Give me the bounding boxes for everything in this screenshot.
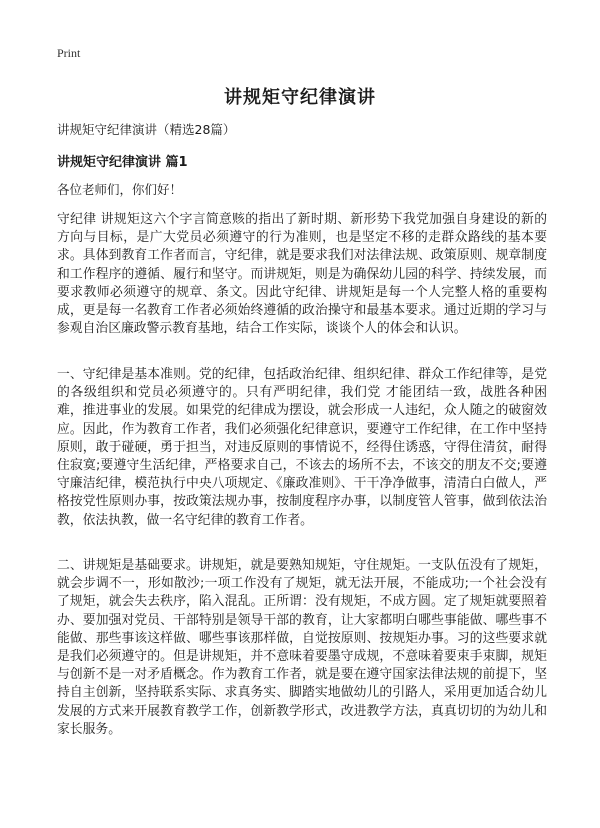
document-title: 讲规矩守纪律演讲 [224, 87, 376, 108]
body-paragraph: 一、守纪律是基本准则。党的纪律，包括政治纪律、组织纪律、群众工作纪律等，是党的各级组织和党员必须遵守的。只有严明纪律，我们党 才能团结一致，战胜各种困难，推进事业的发展。如果党的纪律成为摆设，就会形成一人违纪，众人随之的破窗效应。因此，作为教育工作者，我们必须强化纪律意识，要遵守工作纪律，在工作中坚持原则，敢于碰硬，勇于担当，对违反原则的事情说不，经得住诱惑，守得住清贫，耐得住寂寞;要遵守生活纪律，严格要求自己，不该去的场所不去，不该交的朋友不交;要遵守廉洁纪律，模范执行中央八项规定、《廉政准则》、干干净净做事，清清白白做人，严格按党性原则办事，按政策法规办事，按制度程序办事，以制度管人管事，做到依法治教，依法执教，做一名守纪律的教育工作者。 [57, 367, 547, 528]
body-paragraph: 守纪律 讲规矩这六个字言简意赅的指出了新时期、新形势下我党加强自身建设的新的方向与目标，是广大党员必须遵守的行为准则，也是坚定不移的走群众路线的基本要求。具体到教育工作者而言，守纪律，就是要求我们对法律法规、政策原则、规章制度和工作程序的遵循、履行和坚守。而讲规矩，则是为确保幼儿园的科学、持续发展，而要求教师必须遵守的规章、条文。因此守纪律、讲规矩是每一个人完整人格的重要构成，更是每一名教育工作者必须始终遵循的政治操守和最基本要求。通过近期的学习与参观自治区廉政警示教育基地，结合工作实际，谈谈个人的体会和认识。 [57, 212, 547, 337]
body-paragraph: 二、讲规矩是基础要求。讲规矩，就是要熟知规矩，守住规矩。一支队伍没有了规矩，就会步调不一，形如散沙;一项工作没有了规矩，就无法开展，不能成功;一个社会没有了规矩，就会失去秩序，陷入混乱。正所谓：没有规矩，不成方圆。定了规矩就要照着办、要加强对党员、干部特别是领导干部的教育，让大家都明白哪些事能做、哪些事不能做、那些事该这样做、哪些事该那样做，自觉按原则、按规矩办事。习的这些要求就是我们必须遵守的。但是讲规矩，并不意味着要墨守成规，不意味着要束手束脚，规矩与创新不是一对矛盾概念。作为教育工作者，就是要在遵守国家法律法规的前提下，坚持自主创新，坚持联系实际、求真务实、脚踏实地做幼儿的引路人，采用更加适合幼儿发展的方式来开展教育教学工作，创新教学形式，改进教学方法，真真切切的为幼儿和家长服务。 [57, 558, 547, 737]
greeting-line: 各位老师们，你们好！ [57, 182, 183, 197]
paragraph-block [57, 366, 547, 530]
document-subtitle: 讲规矩守纪律演讲（精选28篇） [57, 122, 236, 137]
paragraph-block [57, 557, 547, 739]
section-heading: 讲规矩守纪律演讲 篇1 [57, 155, 188, 170]
paragraph-block [57, 211, 547, 338]
print-link[interactable]: Print [57, 46, 81, 60]
